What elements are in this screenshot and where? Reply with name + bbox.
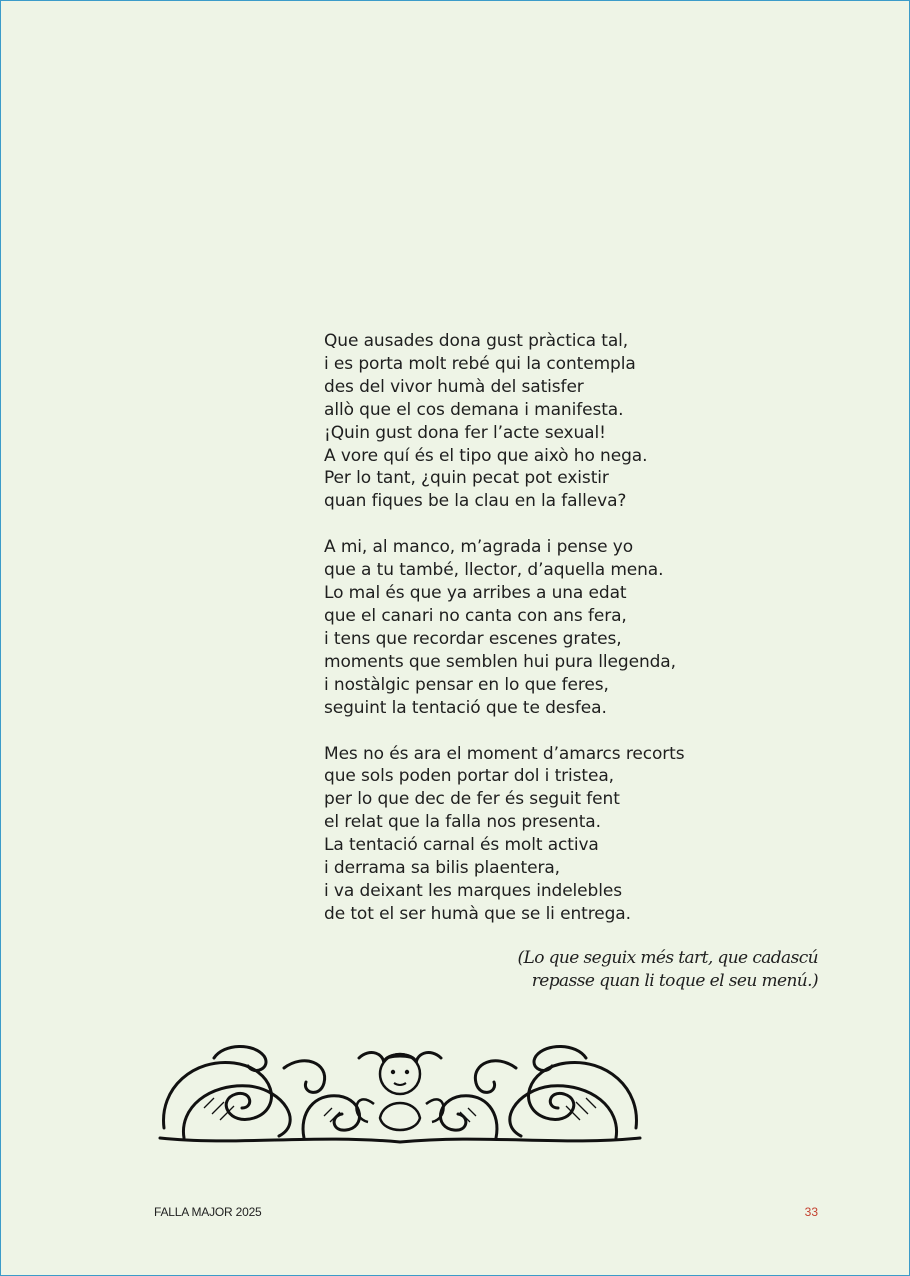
poem-line: per lo que dec de fer és seguit fent bbox=[324, 789, 620, 810]
closing-note bbox=[398, 947, 818, 993]
poem-line: Lo mal és que ya arribes a una edat bbox=[324, 583, 627, 604]
poem-line: de tot el ser humà que se li entrega. bbox=[324, 903, 631, 924]
stanza-2 bbox=[324, 536, 744, 719]
poem-line: i tens que recordar escenes grates, bbox=[324, 628, 622, 649]
poem bbox=[324, 330, 744, 949]
poem-line: ¡Quin gust dona fer l’acte sexual! bbox=[324, 422, 606, 443]
poem-line: i nostàlgic pensar en lo que feres, bbox=[324, 674, 609, 695]
poem-line: i derrama sa bilis plaentera, bbox=[324, 858, 560, 879]
poem-line: seguint la tentació que te desfea. bbox=[324, 697, 607, 718]
page-number: 33 bbox=[804, 1205, 818, 1219]
poem-line: A vore quí és el tipo que això ho nega. bbox=[324, 445, 648, 466]
poem-line: Mes no és ara el moment d’amarcs recorts bbox=[324, 743, 685, 764]
poem-line: que el canari no canta con ans fera, bbox=[324, 605, 627, 626]
closing-line: repasse quan li toque el seu menú.) bbox=[531, 971, 818, 991]
poem-line: Que ausades dona gust pràctica tal, bbox=[324, 331, 629, 351]
stanza-1 bbox=[324, 330, 744, 513]
poem-line: Per lo tant, ¿quin pecat pot existir bbox=[324, 468, 609, 489]
cherub-scroll-ornament-icon bbox=[154, 1038, 646, 1150]
closing-line: (Lo que seguix més tart, que cadascú bbox=[517, 948, 818, 968]
publication-name: FALLA MAJOR 2025 bbox=[154, 1205, 262, 1219]
poem-line: La tentació carnal és molt activa bbox=[324, 835, 599, 856]
poem-line: quan fiques be la clau en la falleva? bbox=[324, 491, 627, 512]
poem-line: allò que el cos demana i manifesta. bbox=[324, 399, 624, 420]
stanza-3 bbox=[324, 743, 744, 926]
poem-line: i es porta molt rebé qui la contempla bbox=[324, 353, 636, 374]
poem-line: el relat que la falla nos presenta. bbox=[324, 812, 601, 833]
poem-line: moments que semblen hui pura llegenda, bbox=[324, 651, 676, 672]
poem-line: que sols poden portar dol i tristea, bbox=[324, 766, 614, 787]
poem-line: A mi, al manco, m’agrada i pense yo bbox=[324, 537, 633, 558]
poem-line: i va deixant les marques indelebles bbox=[324, 880, 622, 901]
poem-line: que a tu també, llector, d’aquella mena. bbox=[324, 560, 664, 581]
poem-line: des del vivor humà del satisfer bbox=[324, 376, 584, 397]
